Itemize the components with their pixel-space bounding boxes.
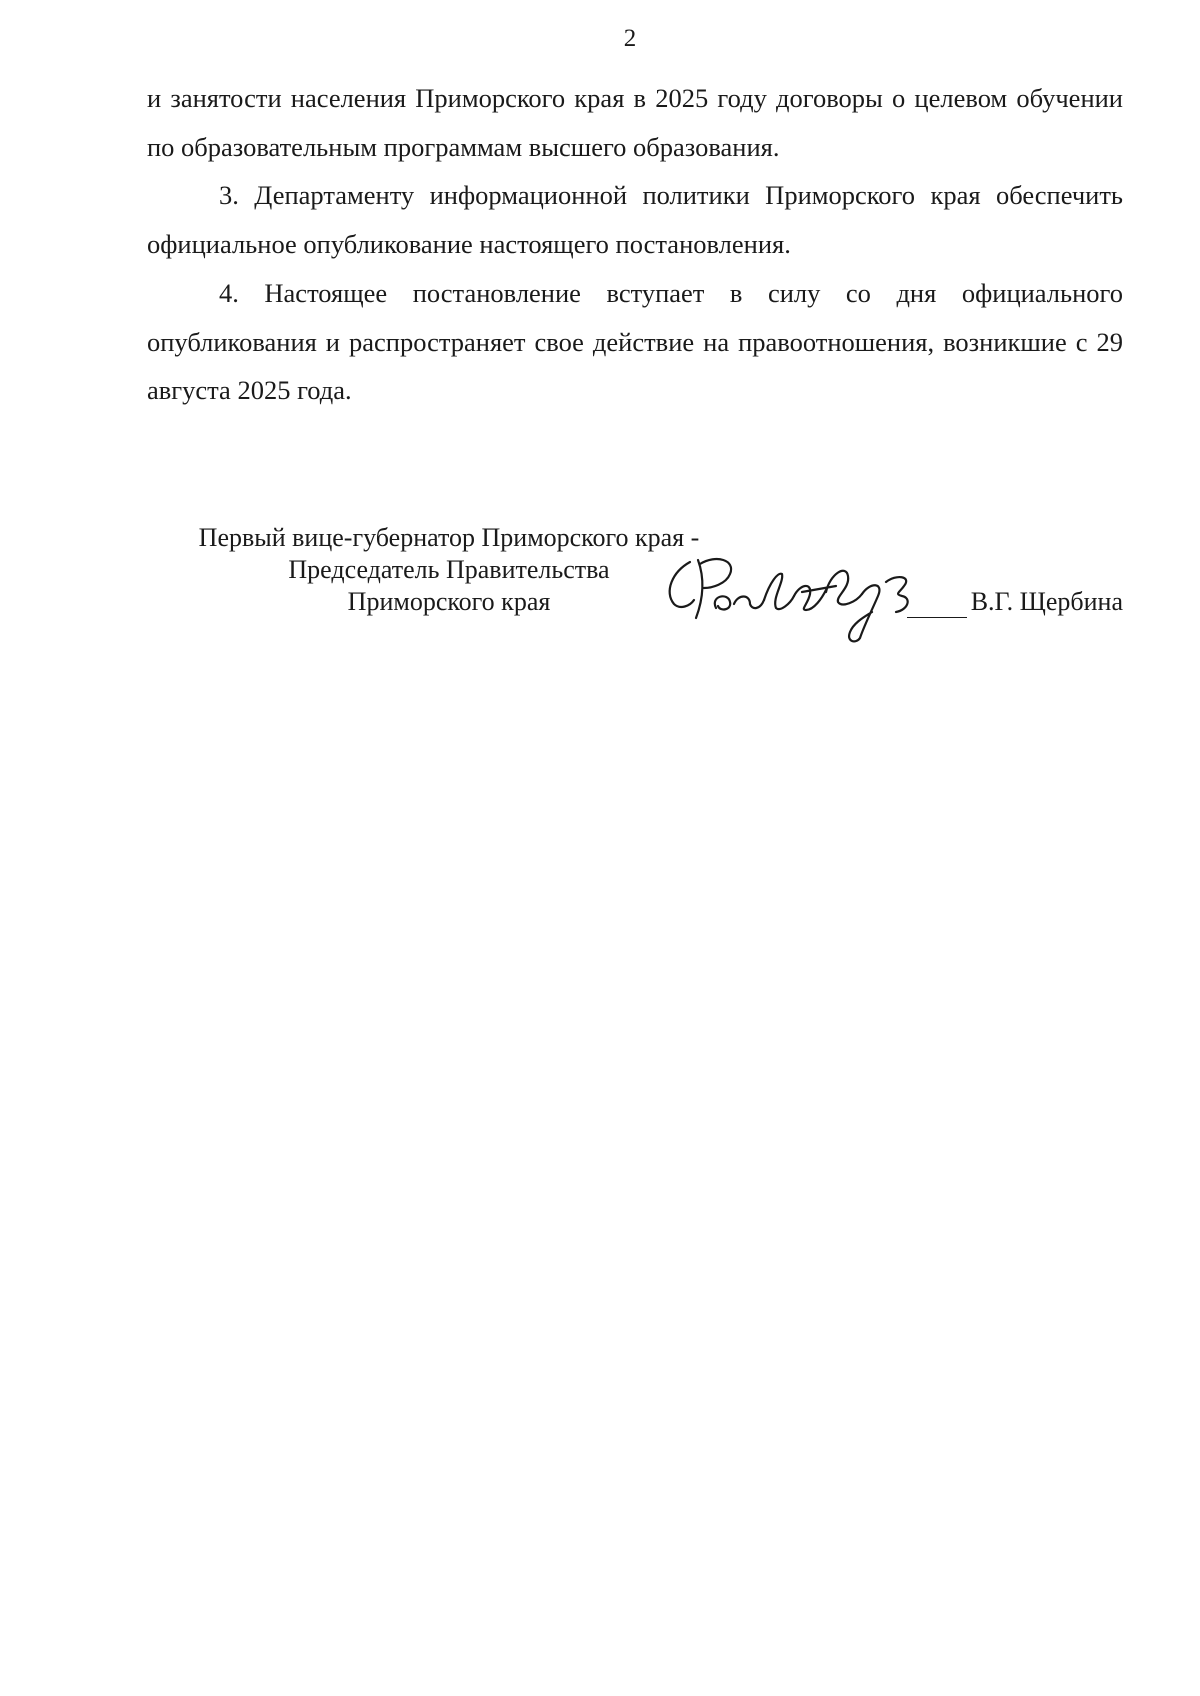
page-number: 2 — [623, 25, 637, 52]
signatory-title-line-3: Приморского края — [347, 587, 551, 616]
signatory-title-line-1: Первый вице-губернатор Приморского края - — [198, 523, 700, 552]
signatory-title-line-2: Председатель Правительства — [288, 555, 610, 584]
signature-stroke-7 — [849, 585, 879, 641]
signature-stroke-8 — [886, 577, 908, 612]
document-body — [147, 74, 1123, 415]
paragraph-item-3: 3. Департаменту информационной политики Приморского края обеспечить официальное опубликование настоящего постановления. — [147, 180, 1123, 260]
signature-stroke-5 — [794, 586, 836, 610]
paragraph-item-4: 4. Настоящее постановление вступает в силу со дня официального опубликования и распространяет свое действие на правоотношения, возникшие с 29 августа 2025 года. — [147, 277, 1123, 406]
signature-underline — [907, 617, 967, 618]
signature-stroke-1 — [670, 562, 694, 607]
handwritten-signature-icon — [650, 552, 950, 647]
signature-stroke-3 — [715, 596, 764, 609]
signatory-name: В.Г. Щербина — [970, 587, 1123, 616]
signature-block — [147, 522, 1123, 652]
signature-stroke-4 — [764, 574, 794, 609]
paragraph-continuation: и занятости населения Приморского края в 2025 году договоры о целевом обучении по образовательным программам высшего образования. — [147, 83, 1123, 162]
